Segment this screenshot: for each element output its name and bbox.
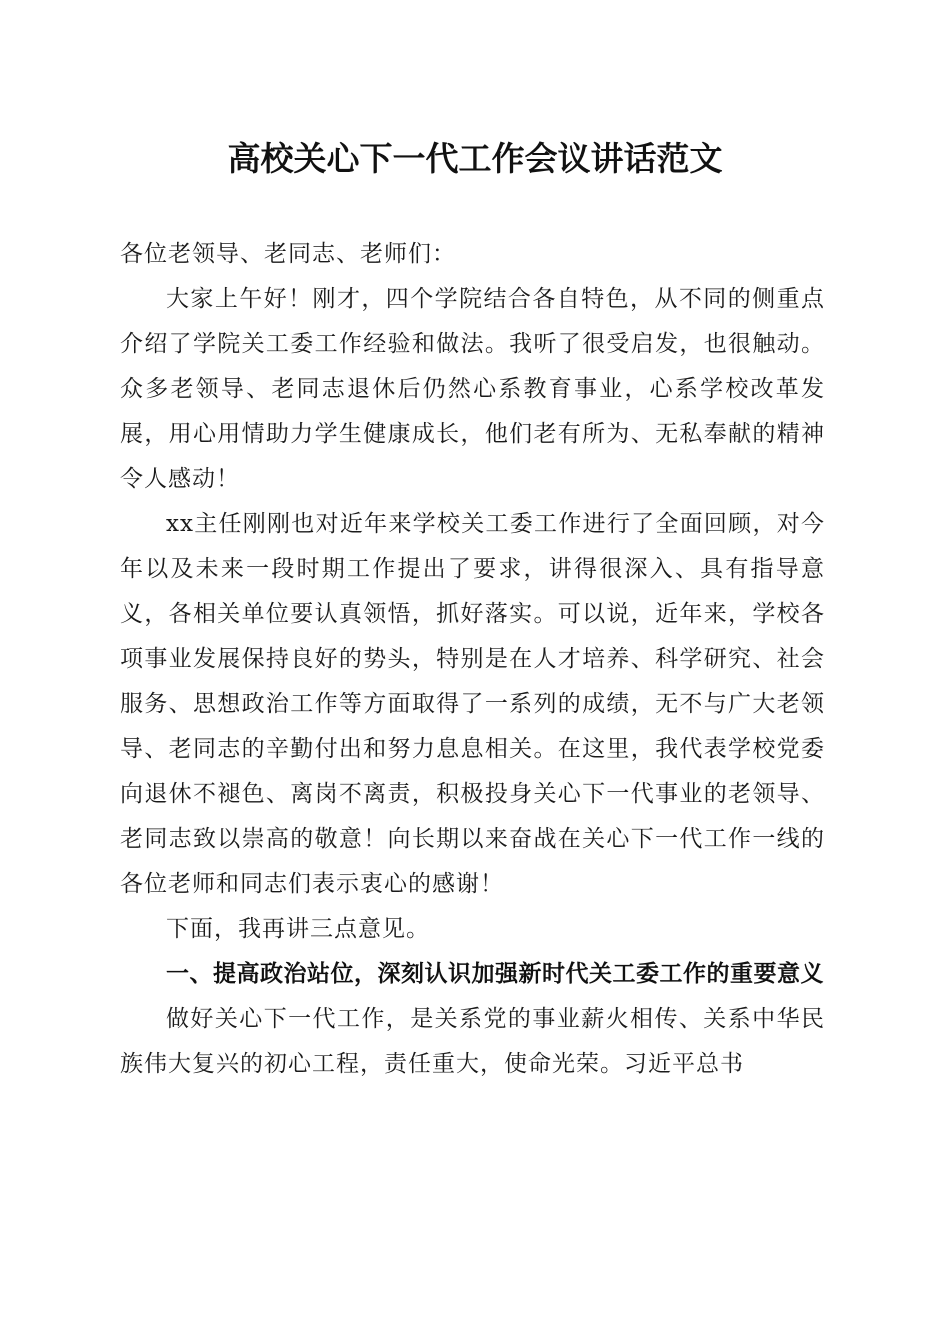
section-heading: 一、提高政治站位，深刻认识加强新时代关工委工作的重要意义 bbox=[166, 961, 824, 987]
document-body bbox=[120, 232, 825, 1087]
document-title: 高校关心下一代工作会议讲话范文 bbox=[227, 139, 723, 178]
salutation: 各位老领导、老同志、老师们： bbox=[120, 241, 456, 267]
paragraph-transition: 下面，我再讲三点意见。 bbox=[166, 916, 430, 942]
paragraph-review: xx主任刚刚也对近年来学校关工委工作进行了全面回顾，对今年以及未来一段时期工作提出了要求，讲得很深入、具有指导意义，各相关单位要认真领悟，抓好落实。可以说，近年来，学校各项事业发展保持良好的势头，特别是在人才培养、科学研究、社会服务、思想政治工作等方面取得了一系列的成绩，无不与广大老领导、老同志的辛勤付出和努力息息相关。在这里，我代表学校党委向退休不褪色、离岗不离责，积极投身关心下一代事业的老领导、老同志致以崇高的敬意！向长期以来奋战在关心下一代工作一线的各位老师和同志们表示衷心的感谢！ bbox=[120, 511, 825, 897]
section-paragraph: 做好关心下一代工作，是关系党的事业薪火相传、关系中华民族伟大复兴的初心工程，责任重大，使命光荣。习近平总书 bbox=[120, 1006, 825, 1077]
paragraph-opening: 大家上午好！刚才，四个学院结合各自特色，从不同的侧重点介绍了学院关工委工作经验和做法。我听了很受启发，也很触动。众多老领导、老同志退休后仍然心系教育事业，心系学校改革发展，用心用情助力学生健康成长，他们老有所为、无私奉献的精神令人感动！ bbox=[120, 286, 825, 492]
